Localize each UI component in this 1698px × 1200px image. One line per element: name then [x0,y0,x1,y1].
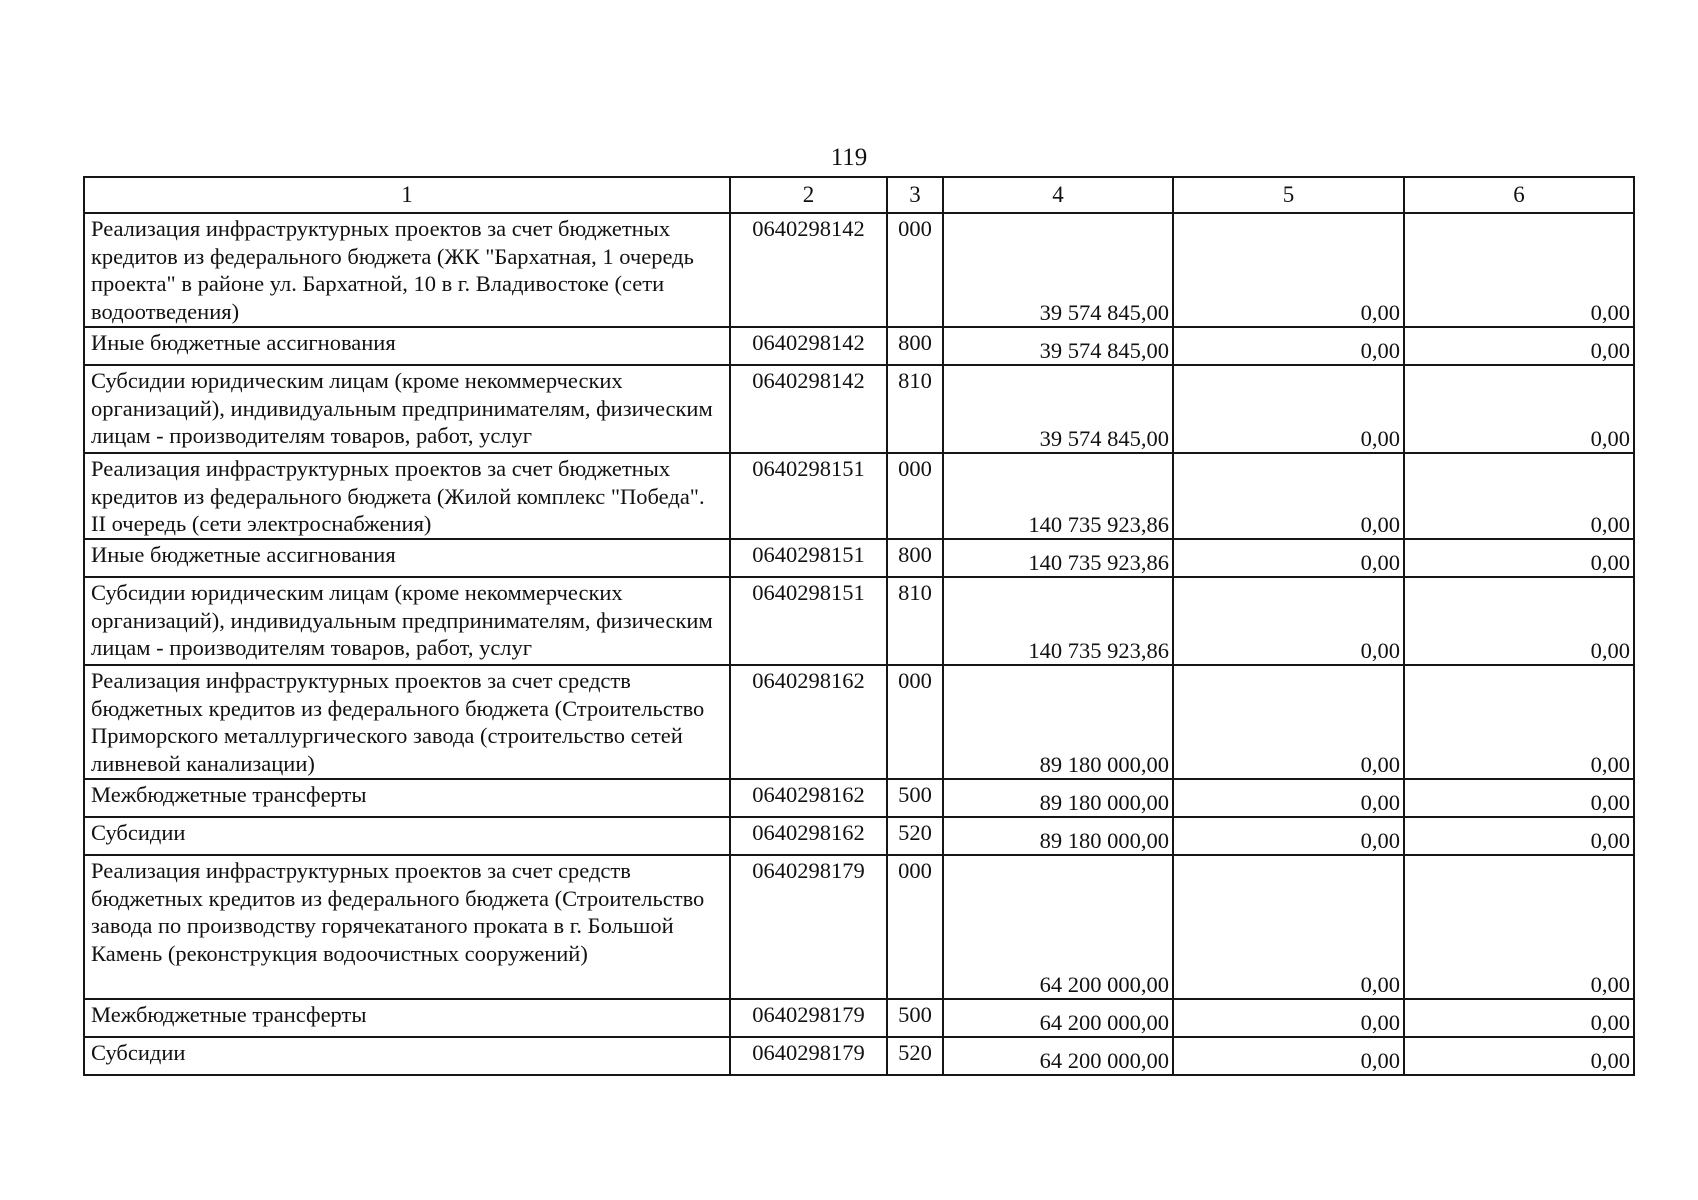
table-row [84,999,1634,1037]
row-value-col5: 0,00 [1173,779,1404,817]
row-value-col4: 140 735 923,86 [943,577,1173,665]
table-row [84,365,1634,453]
row-value-col4: 64 200 000,00 [943,999,1173,1037]
row-name-cell: Реализация инфраструктурных проектов за счет бюджетных кредитов из федерального бюджета (ЖК "Бархатная, 1 очередь проекта" в районе ул. Бархатной, 10 в г. Владивостоке (сети водоотведения) [84,213,730,327]
row-value-col6: 0,00 [1404,577,1634,665]
row-code-cell: 0640298179 [730,999,887,1037]
row-value-col5: 0,00 [1173,577,1404,665]
row-code-cell: 0640298162 [730,665,887,779]
row-value-col4: 89 180 000,00 [943,665,1173,779]
row-name-cell: Иные бюджетные ассигнования [84,327,730,365]
row-name-cell: Межбюджетные трансферты [84,999,730,1037]
budget-table [83,176,1635,1076]
column-header: 5 [1173,177,1404,213]
row-code-cell: 0640298151 [730,539,887,577]
row-value-col6: 0,00 [1404,855,1634,999]
row-code-cell: 0640298151 [730,577,887,665]
row-type-cell: 000 [887,453,943,539]
row-value-col5: 0,00 [1173,1037,1404,1075]
row-value-col5: 0,00 [1173,453,1404,539]
row-code-cell: 0640298162 [730,817,887,855]
table-row [84,327,1634,365]
row-value-col4: 39 574 845,00 [943,327,1173,365]
row-code-cell: 0640298179 [730,855,887,999]
row-value-col5: 0,00 [1173,855,1404,999]
row-name-cell: Субсидии [84,817,730,855]
row-type-cell: 800 [887,327,943,365]
row-type-cell: 800 [887,539,943,577]
row-value-col5: 0,00 [1173,327,1404,365]
table-row [84,817,1634,855]
table-row [84,779,1634,817]
column-header: 4 [943,177,1173,213]
row-name-cell: Реализация инфраструктурных проектов за счет бюджетных кредитов из федерального бюджета (Жилой комплекс "Победа". II очередь (сети электроснабжения) [84,453,730,539]
row-name-cell: Субсидии [84,1037,730,1075]
row-value-col5: 0,00 [1173,817,1404,855]
row-value-col4: 140 735 923,86 [943,539,1173,577]
table-row [84,453,1634,539]
row-code-cell: 0640298142 [730,213,887,327]
column-header: 3 [887,177,943,213]
table-row [84,213,1634,327]
row-code-cell: 0640298151 [730,453,887,539]
row-code-cell: 0640298142 [730,365,887,453]
row-value-col4: 140 735 923,86 [943,453,1173,539]
row-value-col6: 0,00 [1404,817,1634,855]
row-code-cell: 0640298179 [730,1037,887,1075]
row-name-cell: Субсидии юридическим лицам (кроме некоммерческих организаций), индивидуальным предпринимателям, физическим лицам - производителям товаров, работ, услуг [84,365,730,453]
table-row [84,539,1634,577]
row-name-cell: Субсидии юридическим лицам (кроме некоммерческих организаций), индивидуальным предпринимателям, физическим лицам - производителям товаров, работ, услуг [84,577,730,665]
row-value-col4: 64 200 000,00 [943,855,1173,999]
row-type-cell: 000 [887,213,943,327]
row-value-col6: 0,00 [1404,327,1634,365]
row-value-col6: 0,00 [1404,365,1634,453]
table-row [84,665,1634,779]
row-name-cell: Иные бюджетные ассигнования [84,539,730,577]
row-type-cell: 000 [887,665,943,779]
row-value-col6: 0,00 [1404,213,1634,327]
row-value-col5: 0,00 [1173,213,1404,327]
row-value-col6: 0,00 [1404,539,1634,577]
row-name-cell: Межбюджетные трансферты [84,779,730,817]
table-row [84,577,1634,665]
row-value-col6: 0,00 [1404,999,1634,1037]
row-value-col5: 0,00 [1173,365,1404,453]
row-value-col5: 0,00 [1173,999,1404,1037]
row-type-cell: 810 [887,365,943,453]
row-value-col6: 0,00 [1404,665,1634,779]
column-header: 6 [1404,177,1634,213]
row-name-cell: Реализация инфраструктурных проектов за счет средств бюджетных кредитов из федерального бюджета (Строительство Приморского металлургического завода (строительство сетей ливневой канализации) [84,665,730,779]
table-row [84,1037,1634,1075]
row-code-cell: 0640298142 [730,327,887,365]
column-header: 1 [84,177,730,213]
row-value-col4: 89 180 000,00 [943,779,1173,817]
row-type-cell: 000 [887,855,943,999]
column-header: 2 [730,177,887,213]
row-value-col4: 64 200 000,00 [943,1037,1173,1075]
row-code-cell: 0640298162 [730,779,887,817]
row-value-col6: 0,00 [1404,1037,1634,1075]
row-value-col4: 39 574 845,00 [943,213,1173,327]
row-type-cell: 520 [887,1037,943,1075]
row-value-col5: 0,00 [1173,665,1404,779]
header-row [84,177,1634,213]
table-row [84,855,1634,999]
row-value-col6: 0,00 [1404,779,1634,817]
row-type-cell: 810 [887,577,943,665]
row-value-col6: 0,00 [1404,453,1634,539]
row-value-col5: 0,00 [1173,539,1404,577]
row-type-cell: 500 [887,779,943,817]
row-name-cell: Реализация инфраструктурных проектов за счет средств бюджетных кредитов из федерального бюджета (Строительство завода по производству горячекатаного проката в г. Большой Камень (реконструкция водоочистных сооружений) [84,855,730,999]
row-type-cell: 500 [887,999,943,1037]
row-value-col4: 89 180 000,00 [943,817,1173,855]
row-value-col4: 39 574 845,00 [943,365,1173,453]
page-number: 119 [830,144,868,171]
row-type-cell: 520 [887,817,943,855]
